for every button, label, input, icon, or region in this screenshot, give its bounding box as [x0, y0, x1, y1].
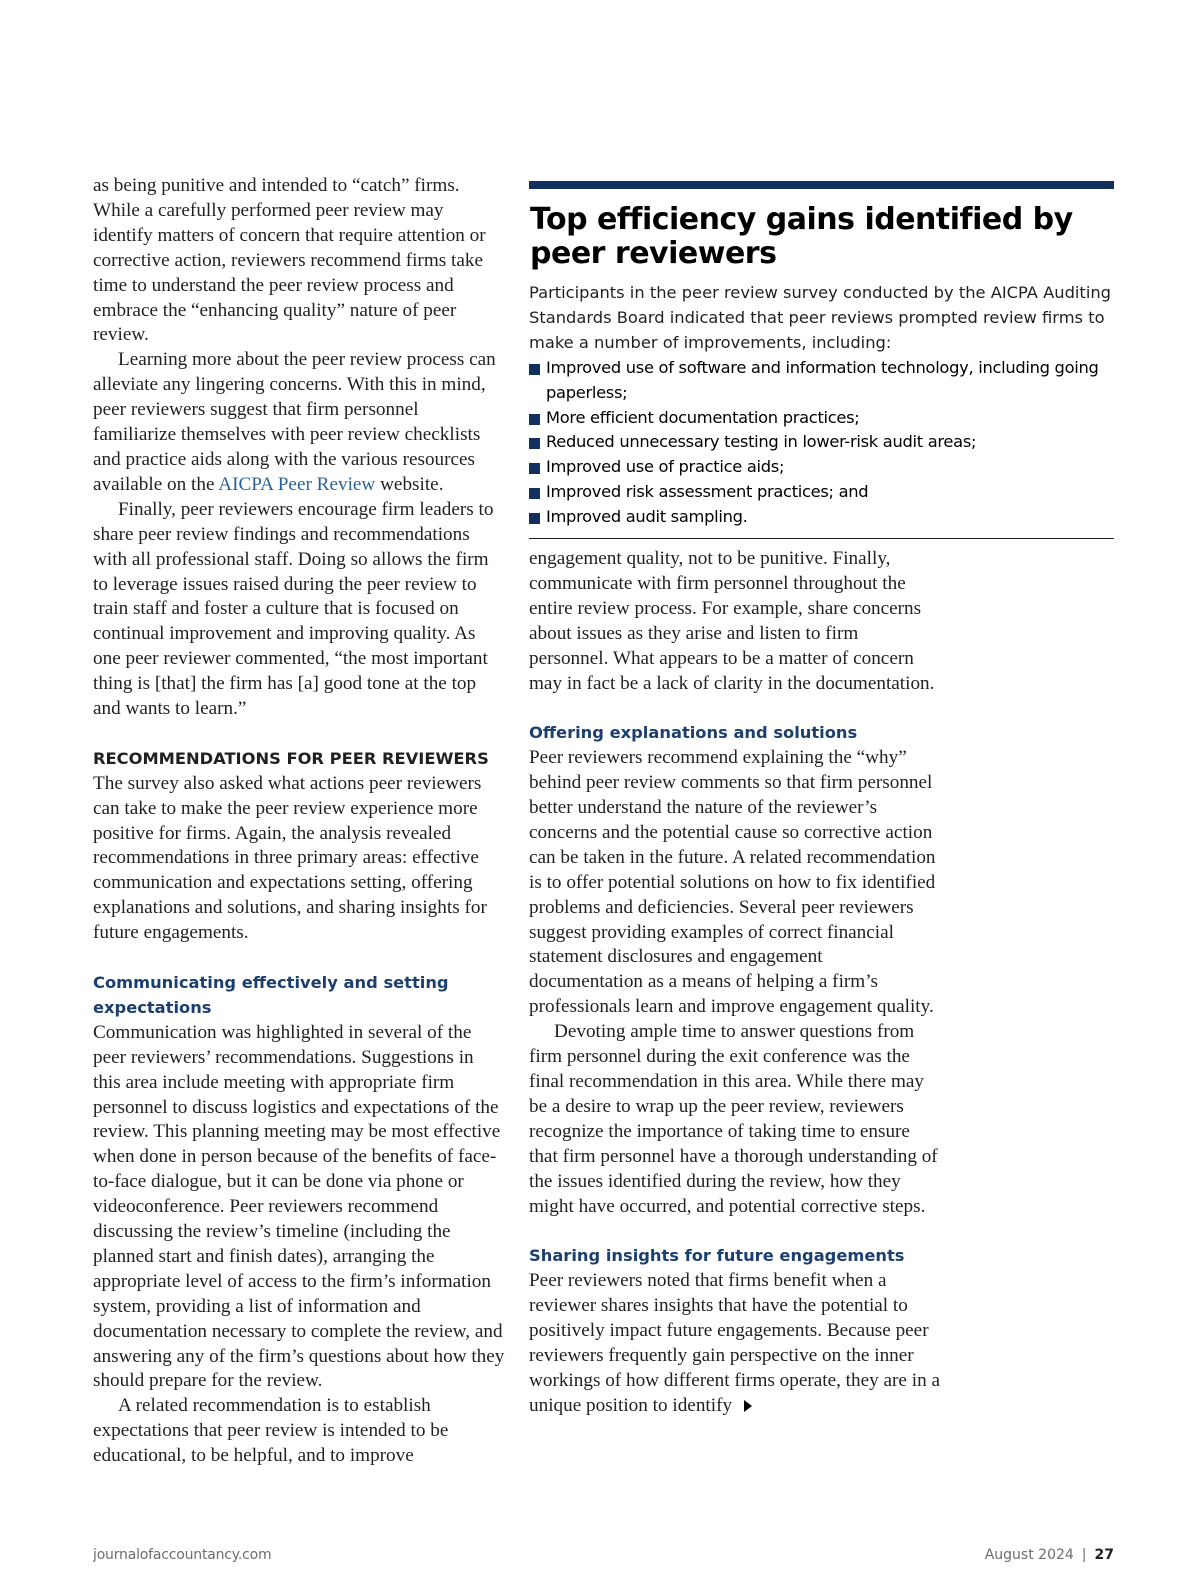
- body-paragraph: Devoting ample time to answer questions from firm personnel during the exit conference was the final recommendation in this area. While there may be a desire to wrap up the peer review, reviewers recognize the importance of taking time to ensure that firm personnel have a thorough understanding of the issues identified during the review, how they might have occurred, and potential corrective steps.: [529, 1021, 938, 1217]
- body-paragraph: [93, 348, 505, 497]
- footer-website: journalofaccountancy.com: [93, 1547, 272, 1563]
- aicpa-peer-review-link[interactable]: AICPA Peer Review: [218, 473, 376, 495]
- body-text: Peer reviewers noted that firms benefit when a reviewer shares insights that have the potential to positively impact future engagements. Because peer reviewers frequently gain perspective on the inner workings of how different firms operate, they are in a unique position to identify: [529, 1270, 940, 1416]
- square-bullet-icon: [529, 513, 540, 524]
- list-item-text: More efficient documentation practices;: [546, 407, 860, 427]
- sidebar-box: [529, 181, 1114, 539]
- subheading: Communicating effectively and setting expectations: [93, 972, 449, 1017]
- subheading: Offering explanations and solutions: [529, 723, 858, 743]
- section-heading: RECOMMENDATIONS FOR PEER REVIEWERS: [93, 748, 489, 768]
- subheading: Sharing insights for future engagements: [529, 1246, 905, 1266]
- sidebar-list: [529, 356, 1114, 530]
- body-paragraph: Finally, peer reviewers encourage firm leaders to share peer review findings and recommendations with all professional staff. Doing so allows the firm to leverage issues raised during the peer review to train staff and foster a culture that is focused on continual improvement and improving quality. As one peer reviewer commented, “the most important thing is [that] the firm has [a] good tone at the top and wants to learn.”: [93, 498, 494, 720]
- sidebar-top-bar: [529, 181, 1114, 189]
- body-text: website.: [375, 473, 444, 495]
- list-item: [529, 505, 1114, 530]
- square-bullet-icon: [529, 463, 540, 474]
- body-paragraph: engagement quality, not to be punitive. Finally, communicate with firm personnel throughout the entire review process. For example, share concerns about issues as they arise and listen to firm personnel. What appears to be a matter of concern may in fact be a lack of clarity in the documentation.: [529, 548, 935, 694]
- body-paragraph: The survey also asked what actions peer reviewers can take to make the peer review experience more positive for firms. Again, the analysis revealed recommendations in three primary areas: effective communication and expectations setting, offering explanations and solutions, and sharing insights for future engagements.: [93, 772, 487, 944]
- list-item: [529, 455, 1114, 480]
- list-item: [529, 356, 1114, 406]
- list-item: [529, 480, 1114, 505]
- body-paragraph: A related recommendation is to establish expectations that peer review is intended to be educational, to be helpful, and to improve: [93, 1395, 449, 1467]
- body-paragraph: Communication was highlighted in several of the peer reviewers’ recommendations. Suggestions in this area include meeting with appropriate firm personnel to discuss logistics and expectations of the review. This planning meeting may be most effective when done in person because of the benefits of face-to-face dialogue, but it can be done via phone or videoconference. Peer reviewers recommend discussing the review’s timeline (including the planned start and finish dates), arranging the appropriate level of access to the firm’s information system, providing a list of information and documentation necessary to complete the review, and answering any of the firm’s questions about how they should prepare for the review.: [93, 1021, 505, 1392]
- square-bullet-icon: [529, 364, 540, 375]
- footer-issue-date: August 2024: [984, 1547, 1074, 1563]
- list-item-text: Improved risk assessment practices; and: [546, 482, 869, 502]
- square-bullet-icon: [529, 488, 540, 499]
- list-item: [529, 406, 1114, 431]
- list-item-text: Reduced unnecessary testing in lower-risk audit areas;: [546, 432, 977, 452]
- page-number: 27: [1094, 1547, 1114, 1563]
- list-item: [529, 430, 1114, 455]
- footer-issue-info: [985, 1547, 1114, 1563]
- square-bullet-icon: [529, 414, 540, 425]
- body-paragraph: as being punitive and intended to “catch” firms. While a carefully performed peer review may identify matters of concern that require attention or corrective action, reviewers recommend firms take time to understand the peer review process and embrace the “enhancing quality” nature of peer review.: [93, 175, 486, 346]
- body-paragraph: Peer reviewers recommend explaining the “why” behind peer review comments so that firm personnel better understand the nature of the reviewer’s concerns and the potential cause so corrective action can be taken in the future. A related recommendation is to offer potential solutions on how to fix identified problems and deficiencies. Several peer reviewers suggest providing examples of correct financial statement disclosures and engagement documentation as a means of helping a firm’s professionals learn and improve engagement quality.: [529, 747, 936, 1018]
- sidebar-bottom-rule: [529, 538, 1114, 539]
- body-text: Learning more about the peer review process can alleviate any lingering concerns. With this in mind, peer reviewers suggest that firm personnel familiarize themselves with peer review checklists and practice aids along with the various resources available on the: [93, 349, 496, 495]
- body-paragraph: [529, 1269, 941, 1418]
- continue-arrow-icon: [744, 1400, 752, 1412]
- footer-separator: |: [1081, 1547, 1087, 1563]
- sidebar-intro: Participants in the peer review survey conducted by the AICPA Auditing Standards Board indicated that peer reviews prompted review firms to make a number of improvements, including:: [529, 283, 1111, 352]
- right-column: [529, 547, 941, 1419]
- sidebar-title: Top efficiency gains identified by peer reviewers: [530, 202, 1073, 271]
- list-item-text: Improved use of practice aids;: [546, 457, 785, 477]
- square-bullet-icon: [529, 438, 540, 449]
- left-column: [93, 174, 505, 1469]
- list-item-text: Improved audit sampling.: [546, 507, 748, 527]
- list-item-text: Improved use of software and information technology, including going paperless;: [546, 357, 1099, 402]
